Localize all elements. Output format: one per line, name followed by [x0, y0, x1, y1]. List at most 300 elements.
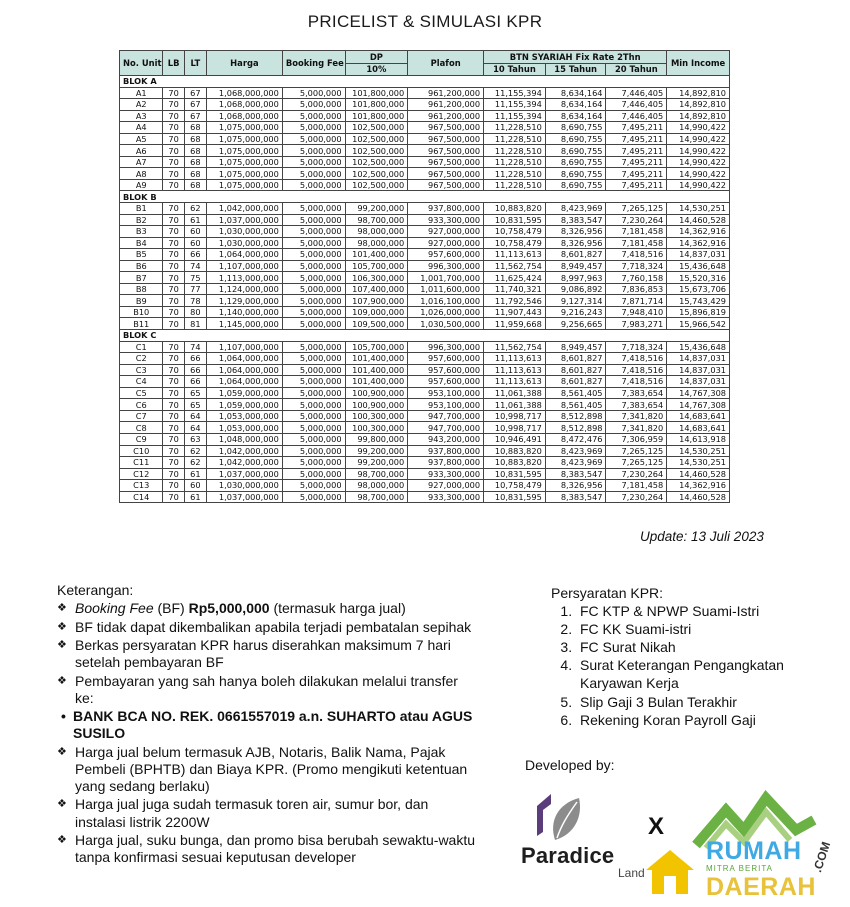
table-cell: 15,673,706 [667, 283, 730, 295]
table-cell: 10,831,595 [484, 491, 546, 503]
table-cell: 14,362,916 [667, 480, 730, 492]
developed-by-label: Developed by: [525, 757, 615, 773]
table-cell: 7,418,516 [606, 353, 667, 365]
note-item [57, 673, 477, 707]
persyaratan-item: 4. Surat Keterangan Pengangkatan Karyawan Kerja [576, 656, 841, 692]
block-header-row [120, 191, 730, 203]
table-cell: 101,400,000 [345, 376, 408, 388]
header-no-unit: No. Unit [120, 51, 163, 76]
table-cell: A2 [120, 99, 163, 111]
table-cell: 5,000,000 [282, 237, 345, 249]
table-cell: 14,530,251 [667, 457, 730, 469]
table-row [120, 318, 730, 330]
table-cell: 11,228,510 [484, 156, 546, 168]
table-cell: 74 [184, 341, 206, 353]
table-cell: 109,500,000 [345, 318, 408, 330]
table-cell: 937,800,000 [408, 203, 484, 215]
table-cell: 927,000,000 [408, 226, 484, 238]
table-cell: 62 [184, 457, 206, 469]
header-harga: Harga [206, 51, 282, 76]
table-cell: 101,800,000 [345, 110, 408, 122]
table-cell: 70 [163, 306, 184, 318]
table-cell: 1,075,000,000 [206, 179, 282, 191]
table-row [120, 445, 730, 457]
table-cell: 11,155,394 [484, 110, 546, 122]
table-cell: 933,300,000 [408, 491, 484, 503]
table-cell: C3 [120, 364, 163, 376]
table-cell: C5 [120, 387, 163, 399]
table-row [120, 306, 730, 318]
note-text: Berkas persyaratan KPR harus diserahkan maksimum 7 hari setelah pembayaran BF [75, 636, 451, 671]
diamond-bullet-icon: ❖ [57, 745, 67, 758]
table-cell: 70 [163, 468, 184, 480]
booking-fee-abbr: (BF) [153, 600, 189, 617]
table-cell: 109,000,000 [345, 306, 408, 318]
booking-fee-label: Booking Fee [75, 600, 154, 617]
table-cell: 1,075,000,000 [206, 156, 282, 168]
table-cell: 7,341,820 [606, 410, 667, 422]
table-cell: 11,562,754 [484, 341, 546, 353]
table-cell: 7,495,211 [606, 179, 667, 191]
table-cell: 11,061,388 [484, 399, 546, 411]
table-cell: 70 [163, 422, 184, 434]
table-cell: 14,767,308 [667, 387, 730, 399]
table-cell: 81 [184, 318, 206, 330]
diamond-bullet-icon: ❖ [57, 798, 67, 811]
booking-fee-rest: (termasuk harga jual) [269, 600, 406, 617]
table-cell: 8,561,405 [545, 387, 606, 399]
table-cell: 8,690,755 [545, 168, 606, 180]
header-dp: DP [345, 51, 408, 64]
table-cell: 99,800,000 [345, 433, 408, 445]
header-plafon: Plafon [408, 51, 484, 76]
table-cell: 10,946,491 [484, 433, 546, 445]
table-cell: 7,495,211 [606, 133, 667, 145]
table-cell: 1,011,600,000 [408, 283, 484, 295]
daerah-text: DAERAH [706, 873, 816, 901]
table-cell: 66 [184, 249, 206, 261]
table-cell: 107,900,000 [345, 295, 408, 307]
table-cell: 11,228,510 [484, 122, 546, 134]
booking-fee-amount: Rp5,000,000 [188, 600, 270, 617]
table-cell: 5,000,000 [282, 295, 345, 307]
table-cell: 5,000,000 [282, 353, 345, 365]
table-cell: 14,362,916 [667, 237, 730, 249]
table-row [120, 156, 730, 168]
header-10-tahun: 10 Tahun [484, 63, 546, 76]
table-cell: 937,800,000 [408, 445, 484, 457]
table-cell: 8,423,969 [545, 203, 606, 215]
table-cell: 7,718,324 [606, 260, 667, 272]
table-cell: 60 [184, 480, 206, 492]
note-item [57, 600, 477, 617]
table-cell: 7,265,125 [606, 445, 667, 457]
table-cell: 68 [184, 179, 206, 191]
table-cell: 14,837,031 [667, 353, 730, 365]
table-cell: 70 [163, 99, 184, 111]
table-cell: 7,341,820 [606, 422, 667, 434]
table-cell: 8,601,827 [545, 376, 606, 388]
table-cell: 9,127,314 [545, 295, 606, 307]
table-cell: 7,495,211 [606, 145, 667, 157]
table-cell: 14,990,422 [667, 122, 730, 134]
table-cell: 8,423,969 [545, 457, 606, 469]
table-cell: 62 [184, 445, 206, 457]
table-cell: 7,446,405 [606, 87, 667, 99]
table-cell: 1,001,700,000 [408, 272, 484, 284]
table-row [120, 468, 730, 480]
table-cell: 8,997,963 [545, 272, 606, 284]
note-text: Harga jual, suku bunga, dan promo bisa berubah sewaktu-waktu tanpa konfirmasi sesuai keputusan developer [75, 831, 476, 866]
table-row [120, 110, 730, 122]
table-cell: 8,472,476 [545, 433, 606, 445]
table-cell: 10,758,479 [484, 226, 546, 238]
table-cell: A3 [120, 110, 163, 122]
table-cell: 14,837,031 [667, 376, 730, 388]
table-cell: 14,530,251 [667, 203, 730, 215]
table-cell: 70 [163, 237, 184, 249]
table-cell: 1,037,000,000 [206, 214, 282, 226]
table-cell: B8 [120, 283, 163, 295]
table-cell: 8,383,547 [545, 468, 606, 480]
table-cell: 100,900,000 [345, 399, 408, 411]
table-row [120, 387, 730, 399]
table-cell: 60 [184, 237, 206, 249]
table-cell: 70 [163, 410, 184, 422]
table-cell: C11 [120, 457, 163, 469]
table-cell: 102,500,000 [345, 168, 408, 180]
table-cell: 70 [163, 87, 184, 99]
table-cell: 11,155,394 [484, 87, 546, 99]
table-cell: 7,446,405 [606, 110, 667, 122]
table-cell: 5,000,000 [282, 433, 345, 445]
table-cell: C2 [120, 353, 163, 365]
table-cell: 5,000,000 [282, 87, 345, 99]
table-cell: 1,053,000,000 [206, 422, 282, 434]
table-row [120, 214, 730, 226]
diamond-bullet-icon: ❖ [57, 602, 67, 615]
table-cell: 957,600,000 [408, 353, 484, 365]
table-cell: 933,300,000 [408, 214, 484, 226]
table-cell: 943,200,000 [408, 433, 484, 445]
table-cell: 9,086,892 [545, 283, 606, 295]
table-cell: B2 [120, 214, 163, 226]
table-row [120, 249, 730, 261]
table-cell: 80 [184, 306, 206, 318]
table-cell: 1,113,000,000 [206, 272, 282, 284]
table-cell: 70 [163, 341, 184, 353]
table-cell: 14,990,422 [667, 179, 730, 191]
table-row [120, 422, 730, 434]
table-cell: 8,512,898 [545, 410, 606, 422]
table-cell: 967,500,000 [408, 122, 484, 134]
table-row [120, 364, 730, 376]
table-cell: 100,900,000 [345, 387, 408, 399]
table-cell: 1,048,000,000 [206, 433, 282, 445]
table-cell: 102,500,000 [345, 133, 408, 145]
table-cell: 98,700,000 [345, 214, 408, 226]
table-cell: 1,042,000,000 [206, 445, 282, 457]
table-row [120, 399, 730, 411]
table-cell: C4 [120, 376, 163, 388]
table-cell: 5,000,000 [282, 99, 345, 111]
table-cell: 8,690,755 [545, 145, 606, 157]
persyaratan-item: 6. Rekening Koran Payroll Gaji [576, 711, 841, 729]
table-cell: 67 [184, 99, 206, 111]
table-cell: 70 [163, 122, 184, 134]
table-cell: 1,030,000,000 [206, 237, 282, 249]
table-row [120, 168, 730, 180]
table-cell: 61 [184, 468, 206, 480]
table-cell: 99,200,000 [345, 457, 408, 469]
table-cell: 102,500,000 [345, 145, 408, 157]
note-text: Harga jual belum termasuk AJB, Notaris, Balik Nama, Pajak Pembeli (BPHTB) dan Biaya KPR. (Promo mengikuti ketentuan yang sedang berlaku) [75, 743, 468, 794]
table-cell: 8,601,827 [545, 364, 606, 376]
table-cell: 5,000,000 [282, 249, 345, 261]
table-cell: 1,145,000,000 [206, 318, 282, 330]
table-cell: 7,418,516 [606, 364, 667, 376]
table-cell: 1,068,000,000 [206, 99, 282, 111]
table-cell: 62 [184, 203, 206, 215]
table-cell: B1 [120, 203, 163, 215]
table-row [120, 203, 730, 215]
table-cell: 1,059,000,000 [206, 387, 282, 399]
table-cell: 102,500,000 [345, 156, 408, 168]
table-cell: 14,990,422 [667, 145, 730, 157]
table-cell: 1,140,000,000 [206, 306, 282, 318]
table-cell: 927,000,000 [408, 237, 484, 249]
table-cell: 14,892,810 [667, 87, 730, 99]
bank-account [57, 708, 477, 742]
table-cell: 8,326,956 [545, 237, 606, 249]
table-cell: 7,948,410 [606, 306, 667, 318]
table-cell: 5,000,000 [282, 306, 345, 318]
table-cell: 7,383,654 [606, 399, 667, 411]
table-cell: 8,383,547 [545, 491, 606, 503]
table-cell: 7,265,125 [606, 203, 667, 215]
table-cell: A5 [120, 133, 163, 145]
table-cell: 953,100,000 [408, 399, 484, 411]
paradice-leaf-icon [533, 792, 593, 844]
table-cell: 70 [163, 214, 184, 226]
table-cell: 67 [184, 110, 206, 122]
table-cell: 11,562,754 [484, 260, 546, 272]
table-cell: 1,026,000,000 [408, 306, 484, 318]
table-cell: B4 [120, 237, 163, 249]
table-cell: 14,837,031 [667, 249, 730, 261]
rumah-daerah-logo [636, 790, 846, 905]
table-cell: 1,042,000,000 [206, 457, 282, 469]
table-cell: 70 [163, 179, 184, 191]
table-cell: C8 [120, 422, 163, 434]
table-cell: A7 [120, 156, 163, 168]
table-cell: 8,512,898 [545, 422, 606, 434]
table-cell: 15,436,648 [667, 260, 730, 272]
table-row [120, 260, 730, 272]
table-cell: 7,418,516 [606, 376, 667, 388]
table-cell: 70 [163, 260, 184, 272]
table-cell: 8,561,405 [545, 399, 606, 411]
table-cell: 14,683,641 [667, 422, 730, 434]
table-cell: 967,500,000 [408, 168, 484, 180]
persyaratan-list [551, 602, 841, 729]
table-cell: 11,061,388 [484, 387, 546, 399]
table-cell: 8,690,755 [545, 133, 606, 145]
persyaratan-item: 5. Slip Gaji 3 Bulan Terakhir [576, 693, 841, 711]
table-cell: 8,326,956 [545, 226, 606, 238]
table-cell: 5,000,000 [282, 260, 345, 272]
table-cell: 5,000,000 [282, 480, 345, 492]
table-cell: 11,155,394 [484, 99, 546, 111]
table-cell: 10,831,595 [484, 468, 546, 480]
table-cell: 107,400,000 [345, 283, 408, 295]
table-cell: 996,300,000 [408, 260, 484, 272]
table-cell: 101,400,000 [345, 249, 408, 261]
table-cell: 70 [163, 133, 184, 145]
table-cell: A9 [120, 179, 163, 191]
table-cell: 5,000,000 [282, 318, 345, 330]
table-cell: 5,000,000 [282, 341, 345, 353]
table-cell: 11,113,613 [484, 249, 546, 261]
table-cell: 14,767,308 [667, 399, 730, 411]
table-cell: 14,990,422 [667, 168, 730, 180]
mitra-berita-text: MITRA BERITA [706, 864, 773, 873]
table-cell: 7,836,853 [606, 283, 667, 295]
table-cell: 957,600,000 [408, 249, 484, 261]
header-lt: LT [184, 51, 206, 76]
table-cell: 11,228,510 [484, 133, 546, 145]
table-cell: B11 [120, 318, 163, 330]
table-cell: 66 [184, 364, 206, 376]
table-cell: 70 [163, 353, 184, 365]
table-cell: 102,500,000 [345, 179, 408, 191]
table-cell: 70 [163, 480, 184, 492]
table-cell: 98,000,000 [345, 237, 408, 249]
table-cell: 1,030,500,000 [408, 318, 484, 330]
page-title: PRICELIST & SIMULASI KPR [307, 12, 543, 31]
table-cell: 8,634,164 [545, 110, 606, 122]
table-cell: 1,064,000,000 [206, 353, 282, 365]
table-cell: 9,216,243 [545, 306, 606, 318]
table-cell: 10,883,820 [484, 457, 546, 469]
table-cell: 5,000,000 [282, 422, 345, 434]
table-cell: 5,000,000 [282, 457, 345, 469]
table-cell: 957,600,000 [408, 376, 484, 388]
table-cell: 14,460,528 [667, 491, 730, 503]
table-cell: 961,200,000 [408, 110, 484, 122]
table-cell: 14,460,528 [667, 214, 730, 226]
table-cell: 70 [163, 110, 184, 122]
keterangan-section [57, 582, 477, 868]
table-cell: 5,000,000 [282, 387, 345, 399]
table-cell: C13 [120, 480, 163, 492]
table-cell: 7,871,714 [606, 295, 667, 307]
table-cell: 8,634,164 [545, 99, 606, 111]
table-row [120, 122, 730, 134]
table-cell: 105,700,000 [345, 260, 408, 272]
header-min-income: Min Income [667, 51, 730, 76]
table-cell: 67 [184, 87, 206, 99]
table-cell: 5,000,000 [282, 399, 345, 411]
table-cell: 101,800,000 [345, 87, 408, 99]
table-cell: 1,075,000,000 [206, 168, 282, 180]
block-name: BLOK B [120, 191, 730, 203]
table-row [120, 457, 730, 469]
diamond-bullet-icon: ❖ [57, 620, 67, 633]
table-cell: 1,064,000,000 [206, 376, 282, 388]
table-row [120, 99, 730, 111]
table-cell: 7,230,264 [606, 214, 667, 226]
table-cell: B5 [120, 249, 163, 261]
table-cell: 68 [184, 145, 206, 157]
table-row [120, 145, 730, 157]
table-cell: C10 [120, 445, 163, 457]
persyaratan-section [551, 584, 841, 729]
table-cell: 10,883,820 [484, 445, 546, 457]
table-cell: 11,228,510 [484, 168, 546, 180]
table-cell: 15,966,542 [667, 318, 730, 330]
table-cell: 77 [184, 283, 206, 295]
table-cell: 1,107,000,000 [206, 260, 282, 272]
table-cell: 11,740,321 [484, 283, 546, 295]
header-dp-pct: 10% [345, 63, 408, 76]
table-cell: 70 [163, 433, 184, 445]
table-cell: 5,000,000 [282, 364, 345, 376]
table-cell: 8,326,956 [545, 480, 606, 492]
bank-account-text: BANK BCA NO. REK. 0661557019 a.n. SUHARTO atau AGUS SUSILO [73, 708, 473, 742]
table-cell: 8,634,164 [545, 87, 606, 99]
table-cell: 5,000,000 [282, 272, 345, 284]
table-cell: 14,990,422 [667, 156, 730, 168]
header-btn: BTN SYARIAH Fix Rate 2Thn [484, 51, 667, 64]
table-cell: 11,113,613 [484, 353, 546, 365]
table-cell: 68 [184, 122, 206, 134]
table-row [120, 341, 730, 353]
table-cell: 9,256,665 [545, 318, 606, 330]
table-row [120, 226, 730, 238]
block-name: BLOK C [120, 330, 730, 342]
table-cell: 70 [163, 156, 184, 168]
table-cell: 14,362,916 [667, 226, 730, 238]
table-cell: 11,228,510 [484, 145, 546, 157]
table-cell: 1,030,000,000 [206, 226, 282, 238]
paradice-name: Paradice [521, 843, 615, 868]
table-cell: 967,500,000 [408, 145, 484, 157]
persyaratan-item: 2. FC KK Suami-istri [576, 620, 841, 638]
table-cell: A4 [120, 122, 163, 134]
table-cell: 14,892,810 [667, 99, 730, 111]
table-cell: 1,068,000,000 [206, 87, 282, 99]
table-cell: 70 [163, 445, 184, 457]
table-cell: 11,907,443 [484, 306, 546, 318]
table-cell: 1,129,000,000 [206, 295, 282, 307]
table-cell: 10,831,595 [484, 214, 546, 226]
table-cell: 70 [163, 491, 184, 503]
table-cell: 65 [184, 399, 206, 411]
block-name: BLOK A [120, 76, 730, 88]
table-cell: 7,983,271 [606, 318, 667, 330]
table-cell: 70 [163, 203, 184, 215]
table-cell: 1,075,000,000 [206, 145, 282, 157]
table-cell: 10,998,717 [484, 422, 546, 434]
table-cell: 70 [163, 168, 184, 180]
table-cell: 8,423,969 [545, 445, 606, 457]
table-cell: 5,000,000 [282, 168, 345, 180]
table-cell: 70 [163, 399, 184, 411]
table-cell: 7,265,125 [606, 457, 667, 469]
table-cell: 937,800,000 [408, 457, 484, 469]
table-cell: 957,600,000 [408, 364, 484, 376]
